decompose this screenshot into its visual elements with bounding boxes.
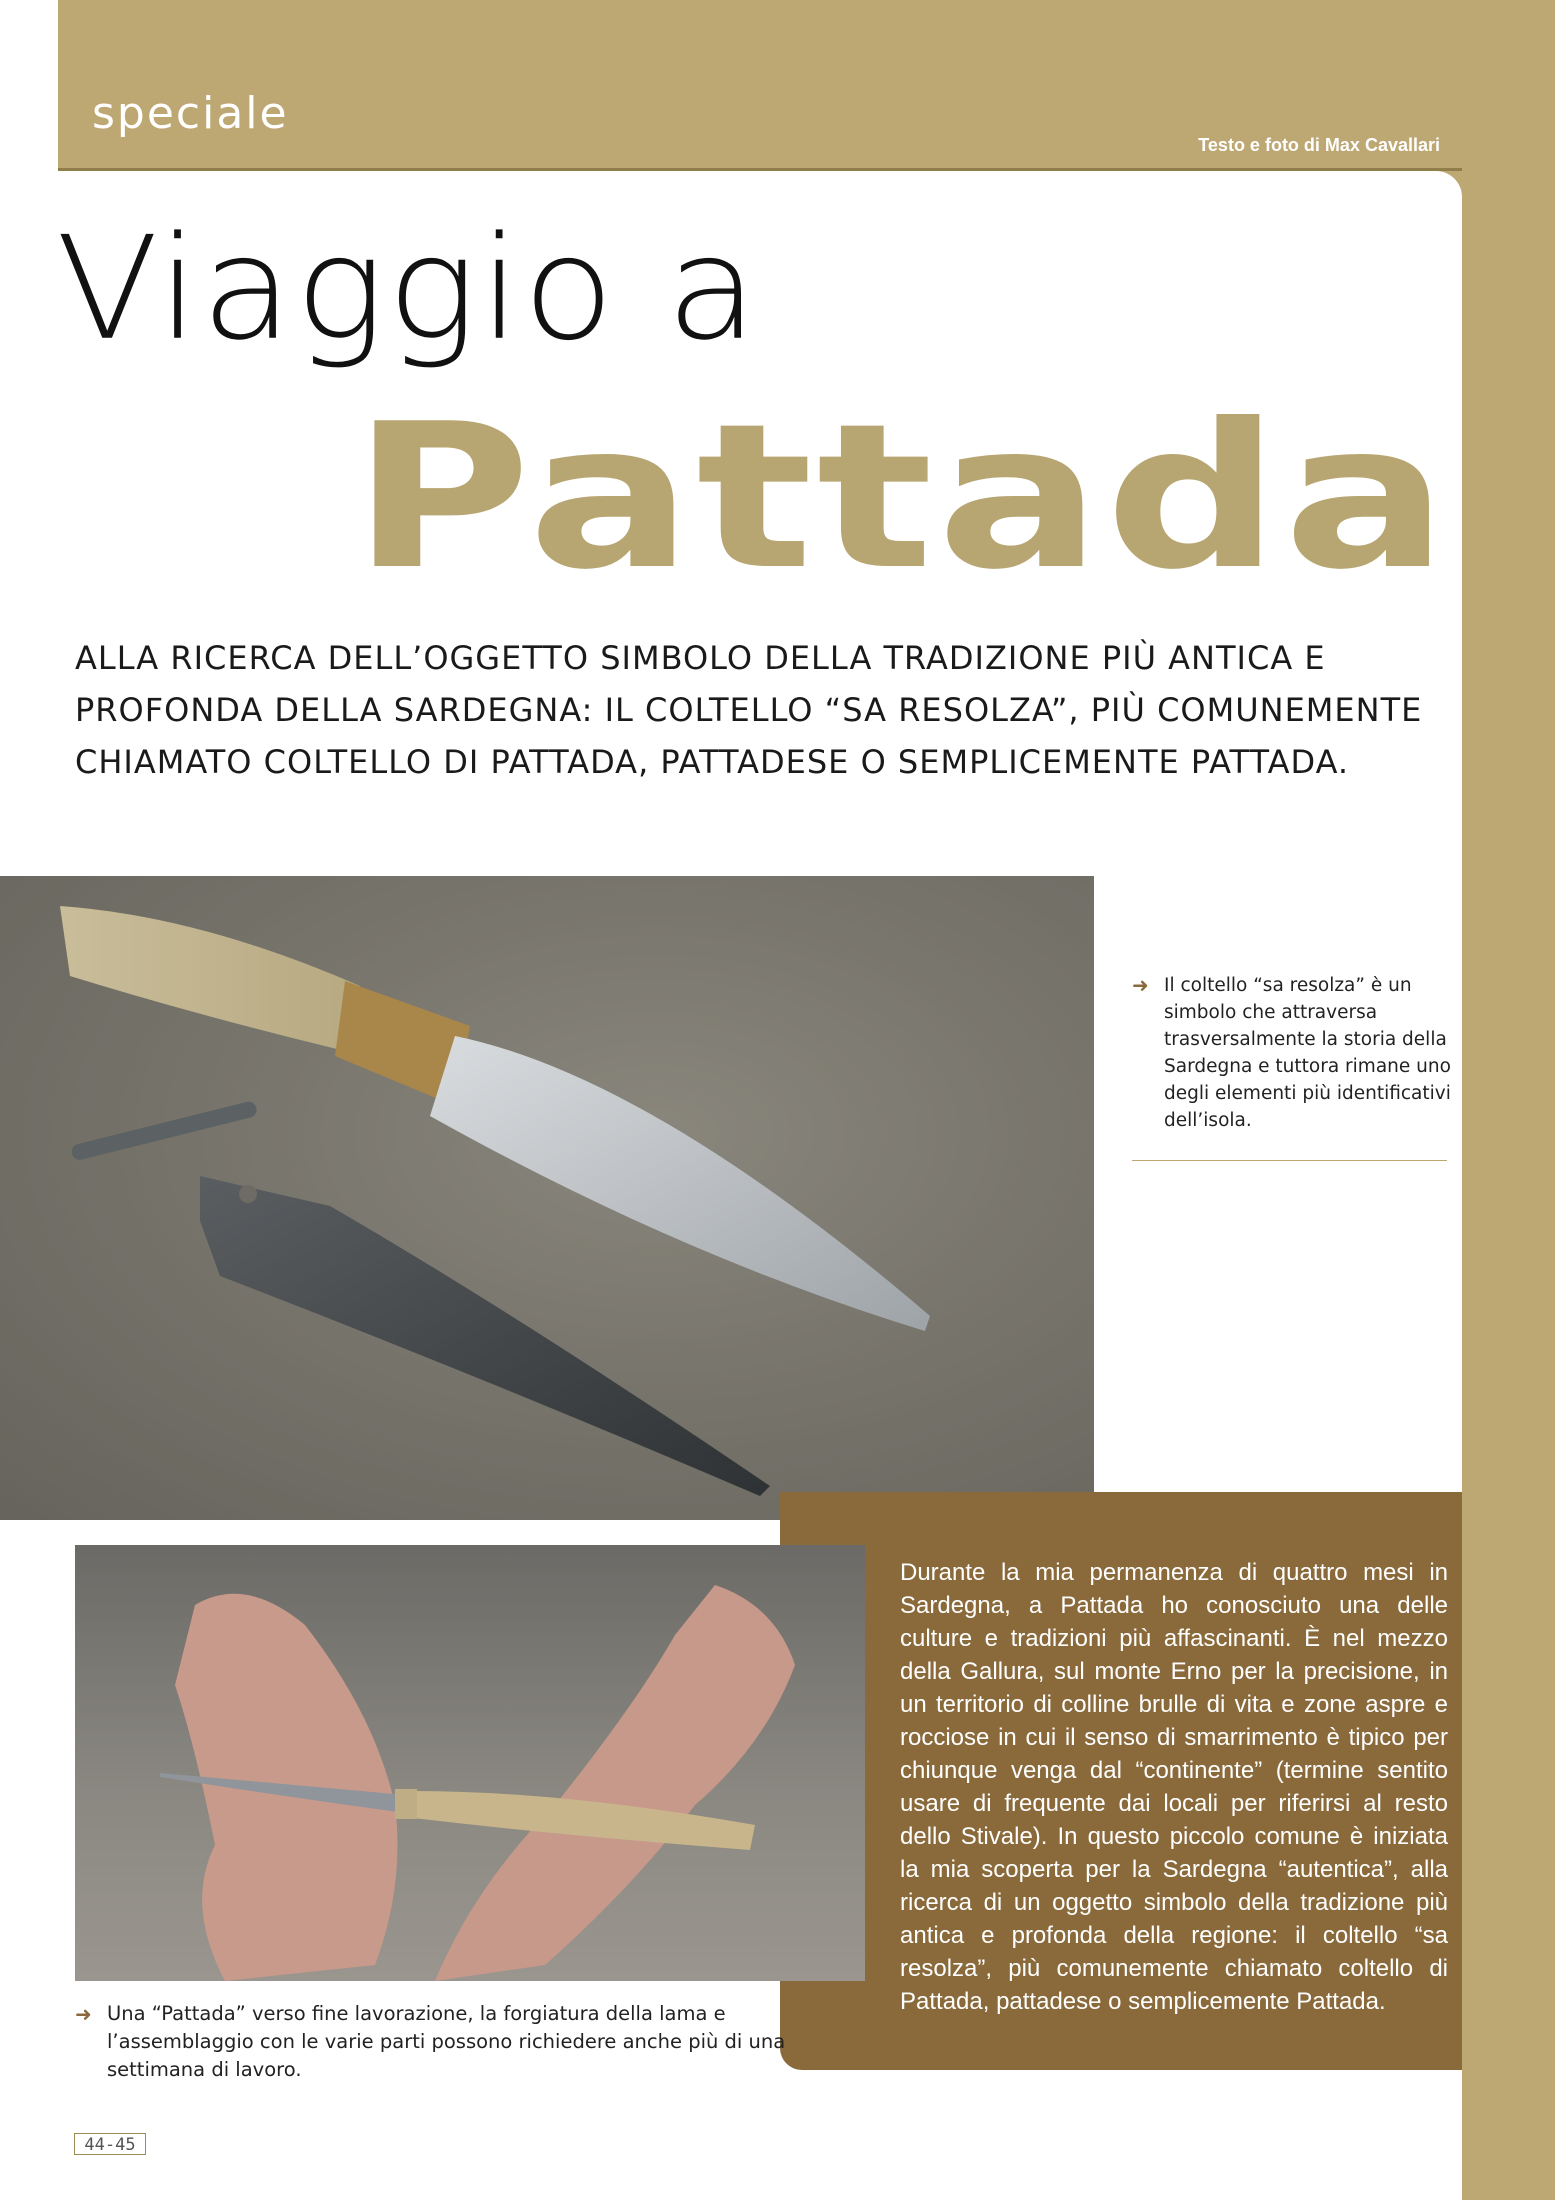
- title-line-1: Viaggio a: [56, 206, 760, 372]
- photo2-caption-text: Una “Pattada” verso fine lavorazione, la forgiatura della lama e l’assemblaggio con le varie parti possono richiedere anche più di una settimana di lavoro.: [107, 2002, 786, 2081]
- photo2-caption: [75, 2000, 787, 2084]
- header-rule: [58, 168, 1462, 171]
- body-text: Durante la mia permanenza di quattro mesi in Sardegna, a Pattada ho conosciuto una delle culture e tradizioni più affascinanti. È nel mezzo della Gallura, sul monte Erno per la precisione, in un territorio di colline brulle di vita e zone aspre e rocciose in cui il senso di smarrimento è tipico per chiunque venga dal “continente” (termine sentito usare di frequente dai locali per riferirsi al resto dello Stivale). In questo piccolo comune è iniziata la mia scoperta per la Sardegna “autentica”, alla ricerca di un oggetto simbolo della tradizione più antica e profonda della regione: il coltello “sa resolza”, più comunemente chiamato coltello di Pattada, pattadese o semplicemente Pattada.: [900, 1559, 1448, 2015]
- hands-photo: [75, 1545, 865, 1981]
- caption-rule: [1132, 1160, 1447, 1161]
- author-credit: Testo e foto di Max Cavallari: [1198, 135, 1440, 155]
- arrow-right-icon: ➜: [75, 2002, 92, 2026]
- section-label: speciale: [92, 88, 289, 139]
- title-line-2: Pattada: [352, 381, 1452, 614]
- page-number: 44-45: [74, 2133, 146, 2155]
- knives-photo-illustration: [0, 876, 1094, 1520]
- photo1-caption-text: Il coltello “sa resolza” è un simbolo che attraversa trasversalmente la storia della Sardegna e tuttora rimane uno degli elementi più identificativi dell’isola.: [1164, 975, 1451, 1131]
- knives-photo: [0, 876, 1094, 1520]
- hands-photo-illustration: [75, 1545, 865, 1981]
- lead-paragraph: ALLA RICERCA DELL’OGGETTO SIMBOLO DELLA TRADIZIONE PIÙ ANTICA E PROFONDA DELLA SARDEGNA: IL COLTELLO “SA RESOLZA”, PIÙ COMUNEMENTE CHIAMATO COLTELLO DI PATTADA, PATTADESE O SEMPLICEMENTE PATTADA.: [75, 639, 1423, 781]
- photo1-caption: [1132, 972, 1484, 1134]
- arrow-right-icon: ➜: [1132, 973, 1149, 997]
